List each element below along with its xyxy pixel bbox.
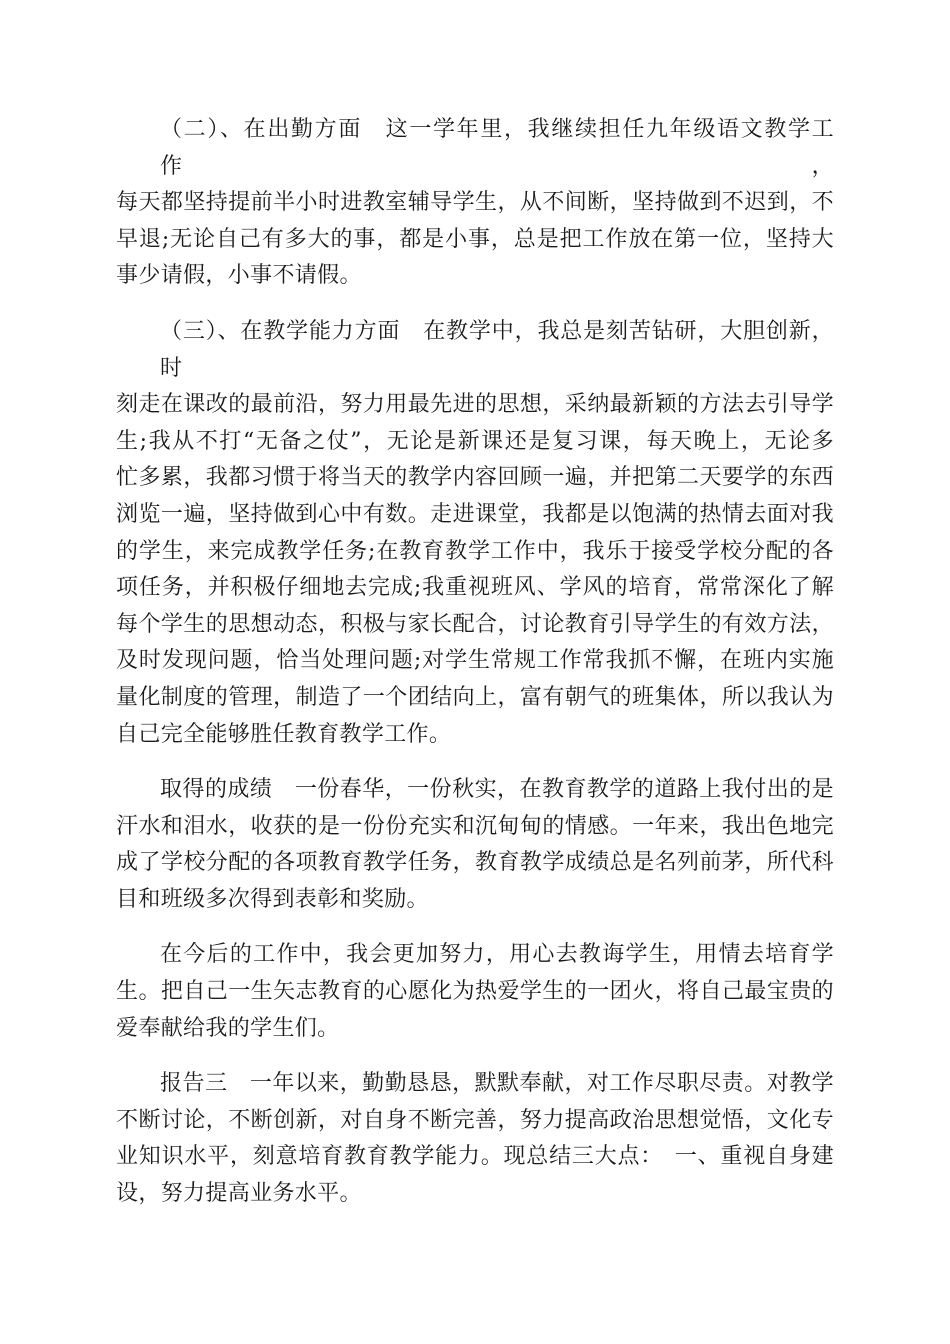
text-line: 项任务，并积极仔细地去完成;我重视班风、学风的培育，常常深化了解 <box>116 575 834 601</box>
text-line: 业知识水平，刻意培育教育教学能力。现总结三大点： 一、重视自身建 <box>116 1144 834 1170</box>
text-line: 生;我从不打“无备之仗”，无论是新课还是复习课，每天晚上，无论多 <box>116 428 834 454</box>
text-line: 每个学生的思想动态，积极与家长配合，讨论教育引导学生的有效方法， <box>116 611 834 637</box>
text-line: 成了学校分配的各项教育教学任务，教育教学成绩总是名列前茅，所代科 <box>116 850 834 876</box>
text-line: 忙多累，我都习惯于将当天的教学内容回顾一遍，并把第二天要学的东西 <box>116 465 834 491</box>
paragraph-future-work <box>116 937 834 1047</box>
text-line: 及时发现问题，恰当处理问题;对学生常规工作常我抓不懈，在班内实施 <box>116 648 834 674</box>
text-line: 汗水和泪水，收获的是一份份充实和沉甸甸的情感。一年来，我出色地完 <box>116 813 834 839</box>
text-line: 自己完全能够胜任教育教学工作。 <box>116 721 452 747</box>
text-line: 设，努力提高业务水平。 <box>116 1181 362 1207</box>
text-line: 不断讨论，不断创新，对自身不断完善，努力提高政治思想觉悟，文化专 <box>116 1107 834 1133</box>
text-line: 刻走在课改的最前沿，努力用最先进的思想，采纳最新颖的方法去引导学 <box>116 392 834 418</box>
document-page <box>116 112 834 1232</box>
text-line: 生。把自己一生矢志教育的心愿化为热爱学生的一团火，将自己最宝贵的 <box>116 979 834 1005</box>
text-line: （二）、在出勤方面 这一学年里，我继续担任九年级语文教学工作， <box>160 117 834 179</box>
text-line: （三）、在教学能力方面 在教学中，我总是刻苦钻研，大胆创新，时 <box>160 318 834 381</box>
text-line: 事少请假，小事不请假。 <box>116 263 362 289</box>
paragraph-attendance <box>116 112 834 295</box>
text-line: 爱奉献给我的学生们。 <box>116 1015 340 1041</box>
text-line: 在今后的工作中，我会更加努力，用心去教诲学生，用情去培育学 <box>160 942 834 968</box>
text-line: 报告三 一年以来，勤勤恳恳，默默奉献，对工作尽职尽责。对教学 <box>160 1071 834 1097</box>
text-line: 目和班级多次得到表彰和奖励。 <box>116 886 429 912</box>
text-line: 的学生，来完成教学任务;在教育教学工作中，我乐于接受学校分配的各 <box>116 538 834 564</box>
text-line: 每天都坚持提前半小时进教室辅导学生，从不间断，坚持做到不迟到，不 <box>116 190 834 216</box>
text-line: 浏览一遍，坚持做到心中有数。走进课堂，我都是以饱满的热情去面对我 <box>116 501 834 527</box>
text-line: 量化制度的管理，制造了一个团结向上，富有朝气的班集体，所以我认为 <box>116 684 834 710</box>
paragraph-achievements <box>116 772 834 918</box>
paragraph-report-three <box>116 1066 834 1212</box>
paragraph-teaching-ability <box>116 314 834 753</box>
text-line: 早退;无论自己有多大的事，都是小事，总是把工作放在第一位，坚持大 <box>116 226 834 252</box>
text-line: 取得的成绩 一份春华，一份秋实，在教育教学的道路上我付出的是 <box>160 777 834 803</box>
